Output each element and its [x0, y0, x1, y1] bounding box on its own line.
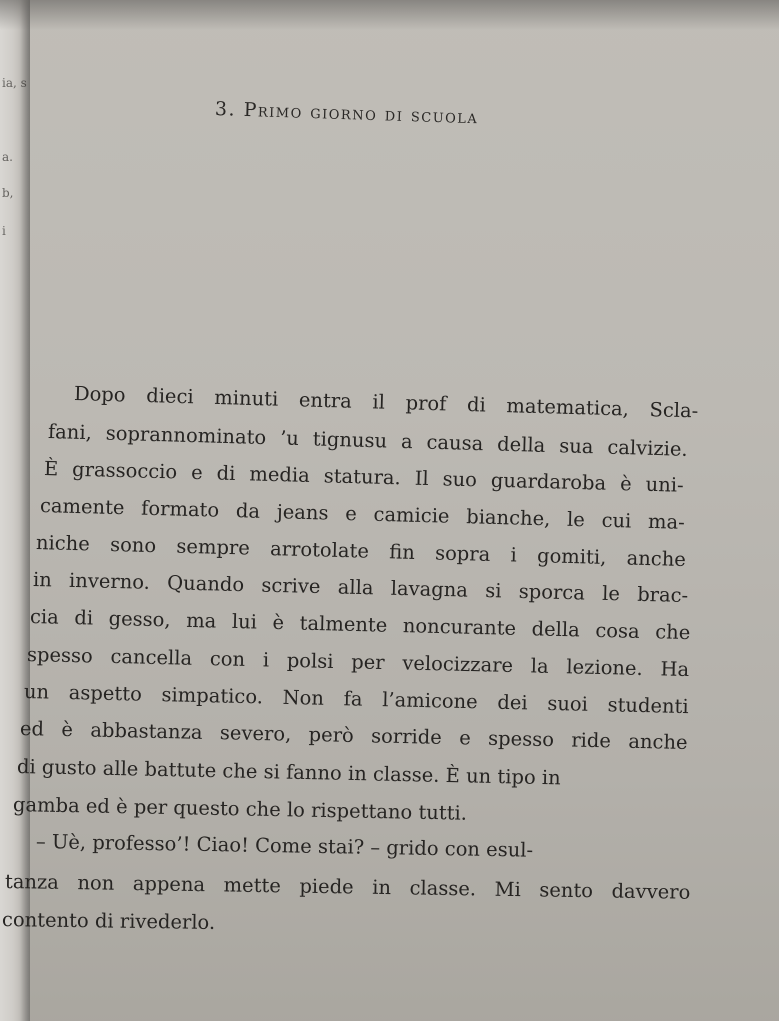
text-line: contento di rivederlo.: [1, 908, 216, 934]
prev-page-fragment: b,: [2, 186, 14, 200]
text-line: gamba ed è per questo che lo rispettano tutti.: [12, 793, 468, 825]
prev-page-fragment: a.: [2, 150, 13, 164]
text-line: Dopo dieci minuti entra il prof di matematica, Scla-: [73, 382, 699, 423]
text-line: cia di gesso, ma lui è talmente noncurante della cosa che: [29, 605, 691, 645]
text-line: ed è abbastanza severo, però sorride e spesso ride anche: [19, 717, 688, 754]
text-line: camente formato da jeans e camicie bianche, le cui ma-: [39, 494, 686, 534]
text-line: fani, soprannominato ’u tignusu a causa della sua calvizie.: [47, 420, 688, 461]
prev-page-fragment: i: [2, 224, 6, 238]
chapter-title: 3. Primo giorno di scuola: [214, 98, 479, 129]
text-line: un aspetto simpatico. Non fa l’amicone dei suoi studenti: [23, 680, 689, 719]
text-line: niche sono sempre arrotolate fin sopra i gomiti, anche: [35, 531, 687, 572]
text-line: spesso cancella con i polsi per velocizzare la lezione. Ha: [26, 643, 690, 682]
text-line: tanza non appena mette piede in classe. Mi sento davvero: [4, 870, 691, 904]
text-line: – Uè, professo’! Ciao! Come stai? – grido con esul-: [35, 830, 534, 862]
text-line: in inverno. Quando scrive alla lavagna si sporca le brac-: [32, 568, 689, 608]
text-line: È grassoccio e di media statura. Il suo guardaroba è uni-: [43, 457, 684, 497]
prev-page-fragment: ia, s: [2, 76, 27, 90]
text-line: di gusto alle battute che si fanno in classe. È un tipo in: [16, 755, 561, 790]
